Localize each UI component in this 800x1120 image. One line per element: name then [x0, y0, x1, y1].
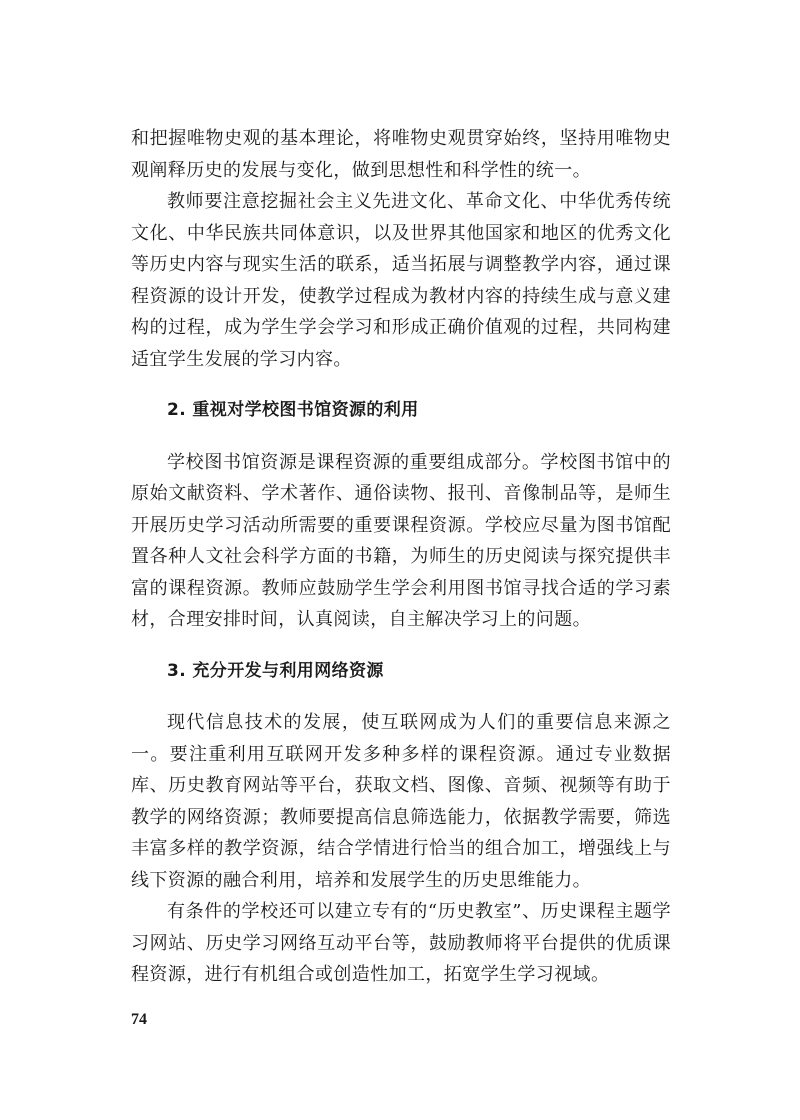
paragraph-history-classroom: 有条件的学校还可以建立专有的“历史教室”、历史课程主题学习网站、历史学习网络互动平台等，鼓励教师将平台提供的优质课程资源，进行有机组合或创造性加工，拓宽学生学习视域。 — [131, 901, 671, 985]
page-number: 74 — [131, 1011, 147, 1028]
page-body — [131, 123, 671, 991]
spacer — [131, 427, 671, 447]
paragraph-library-resources: 学校图书馆资源是课程资源的重要组成部分。学校图书馆中的原始文献资料、学术著作、通俗读物、报刊、音像制品等，是师生开展历史学习活动所需要的重要课程资源。学校应尽量为图书馆配置各种人文社会科学方面的书籍，为师生的历史阅读与探究提供丰富的课程资源。教师应鼓励学生学会利用图书馆寻找合适的学习素材，合理安排时间，认真阅读，自主解决学习上的问题。 — [131, 451, 671, 630]
spacer — [131, 687, 671, 707]
paragraph-continued: 和把握唯物史观的基本理论，将唯物史观贯穿始终，坚持用唯物史观阐释历史的发展与变化，做到思想性和科学性的统一。 — [131, 128, 671, 181]
paragraph-internet-resources: 现代信息技术的发展，使互联网成为人们的重要信息来源之一。要注重利用互联网开发多种多样的课程资源。通过专业数据库、历史教育网站等平台，获取文档、图像、音频、视频等有助于教学的网络资源；教师要提高信息筛选能力，依据教学需要，筛选丰富多样的教学资源，结合学情进行恰当的组合加工，增强线上与线下资源的融合利用，培养和发展学生的历史思维能力。 — [131, 712, 671, 891]
section-heading-library: 2. 重视对学校图书馆资源的利用 — [167, 400, 419, 420]
spacer — [131, 636, 671, 656]
paragraph-teacher-culture: 教师要注意挖掘社会主义先进文化、革命文化、中华优秀传统文化、中华民族共同体意识，以及世界其他国家和地区的优秀文化等历史内容与现实生活的联系，适当拓展与调整教学内容，通过课程资源的设计开发，使教学过程成为教材内容的持续生成与意义建构的过程，成为学生学会学习和形成正确价值观的过程，共同构建适宜学生发展的学习内容。 — [131, 191, 671, 370]
spacer — [131, 375, 671, 395]
section-heading-network: 3. 充分开发与利用网络资源 — [167, 660, 384, 681]
